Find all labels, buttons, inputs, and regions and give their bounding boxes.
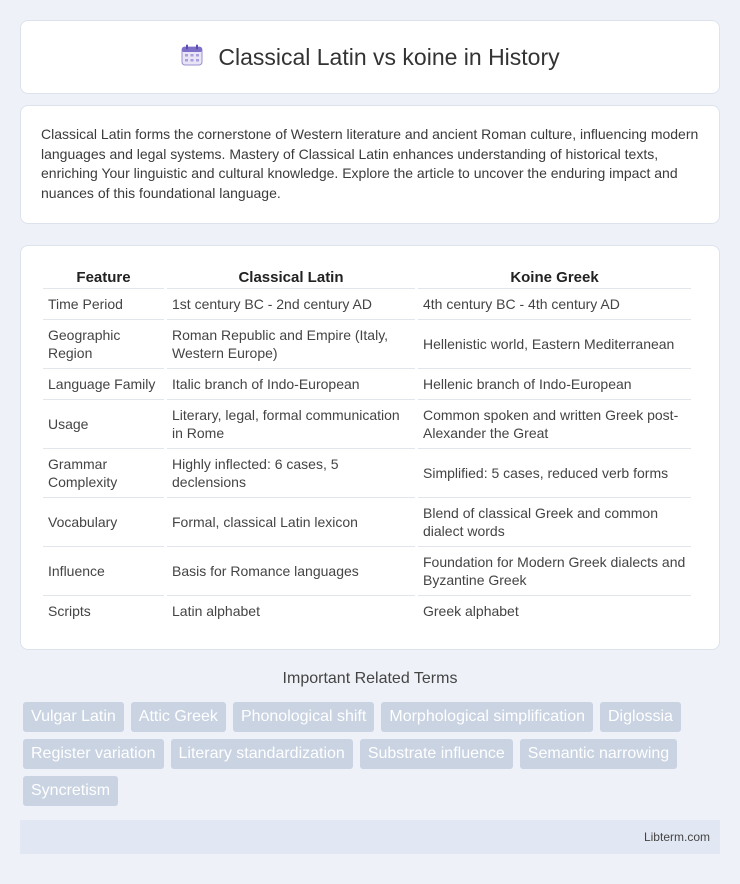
table-cell: Language Family	[43, 369, 164, 400]
table-cell: Influence	[43, 547, 164, 596]
table-cell: Vocabulary	[43, 498, 164, 547]
table-cell: 4th century BC - 4th century AD	[418, 289, 691, 320]
table-cell: Formal, classical Latin lexicon	[167, 498, 415, 547]
related-term-tag[interactable]: Syncretism	[23, 776, 118, 806]
table-cell: Blend of classical Greek and common dialect words	[418, 498, 691, 547]
comparison-table-card	[20, 245, 720, 650]
column-header: Koine Greek	[418, 266, 691, 289]
table-cell: Scripts	[48, 603, 91, 619]
related-terms-title: Important Related Terms	[282, 670, 458, 687]
related-terms-list	[23, 702, 723, 806]
table-cell: Italic branch of Indo-European	[167, 369, 415, 400]
footer	[20, 820, 720, 854]
table-cell: Highly inflected: 6 cases, 5 declensions	[167, 449, 415, 498]
column-header: Classical Latin	[167, 266, 415, 289]
table-cell: Greek alphabet	[423, 603, 519, 619]
table-cell: Time Period	[43, 289, 164, 320]
related-term-tag[interactable]: Phonological shift	[233, 702, 374, 732]
table-row	[43, 596, 691, 626]
page-title: Classical Latin vs koine in History	[218, 43, 560, 70]
table-cell: Roman Republic and Empire (Italy, Western Europe)	[167, 320, 415, 369]
table-cell: Usage	[43, 400, 164, 449]
table-row	[43, 547, 691, 596]
table-row	[43, 320, 691, 369]
related-term-tag[interactable]: Register variation	[23, 739, 164, 769]
table-cell: Hellenic branch of Indo-European	[418, 369, 691, 400]
calendar-icon	[180, 43, 204, 72]
table-row	[43, 400, 691, 449]
related-term-tag[interactable]: Diglossia	[600, 702, 681, 732]
table-row	[43, 498, 691, 547]
related-term-tag[interactable]: Semantic narrowing	[520, 739, 677, 769]
related-term-tag[interactable]: Substrate influence	[360, 739, 513, 769]
table-cell: Foundation for Modern Greek dialects and Byzantine Greek	[418, 547, 691, 596]
table-cell: Grammar Complexity	[43, 449, 164, 498]
table-cell: Literary, legal, formal communication in Rome	[167, 400, 415, 449]
related-term-tag[interactable]: Morphological simplification	[381, 702, 593, 732]
table-cell: Basis for Romance languages	[167, 547, 415, 596]
table-row	[43, 449, 691, 498]
related-term-tag[interactable]: Vulgar Latin	[23, 702, 124, 732]
table-cell: Common spoken and written Greek post-Alexander the Great	[418, 400, 691, 449]
intro-paragraph: Classical Latin forms the cornerstone of Western literature and ancient Roman culture, influencing modern languages and legal systems. Mastery of Classical Latin enhances understanding of historical texts, enriching Your linguistic and cultural knowledge. Explore the article to uncover the enduring impact and nuances of this foundational language.	[20, 105, 720, 224]
comparison-table	[40, 266, 694, 626]
table-cell: Hellenistic world, Eastern Mediterranean	[418, 320, 691, 369]
table-header-row	[43, 266, 691, 289]
table-cell: 1st century BC - 2nd century AD	[167, 289, 415, 320]
footer-site-link[interactable]: Libterm.com	[643, 830, 710, 844]
page-header	[20, 20, 720, 94]
column-header: Feature	[43, 266, 164, 289]
table-cell: Geographic Region	[43, 320, 164, 369]
table-cell: Simplified: 5 cases, reduced verb forms	[418, 449, 691, 498]
table-row	[43, 289, 691, 320]
table-row	[43, 369, 691, 400]
related-term-tag[interactable]: Attic Greek	[131, 702, 226, 732]
related-term-tag[interactable]: Literary standardization	[171, 739, 353, 769]
table-cell: Latin alphabet	[172, 603, 260, 619]
